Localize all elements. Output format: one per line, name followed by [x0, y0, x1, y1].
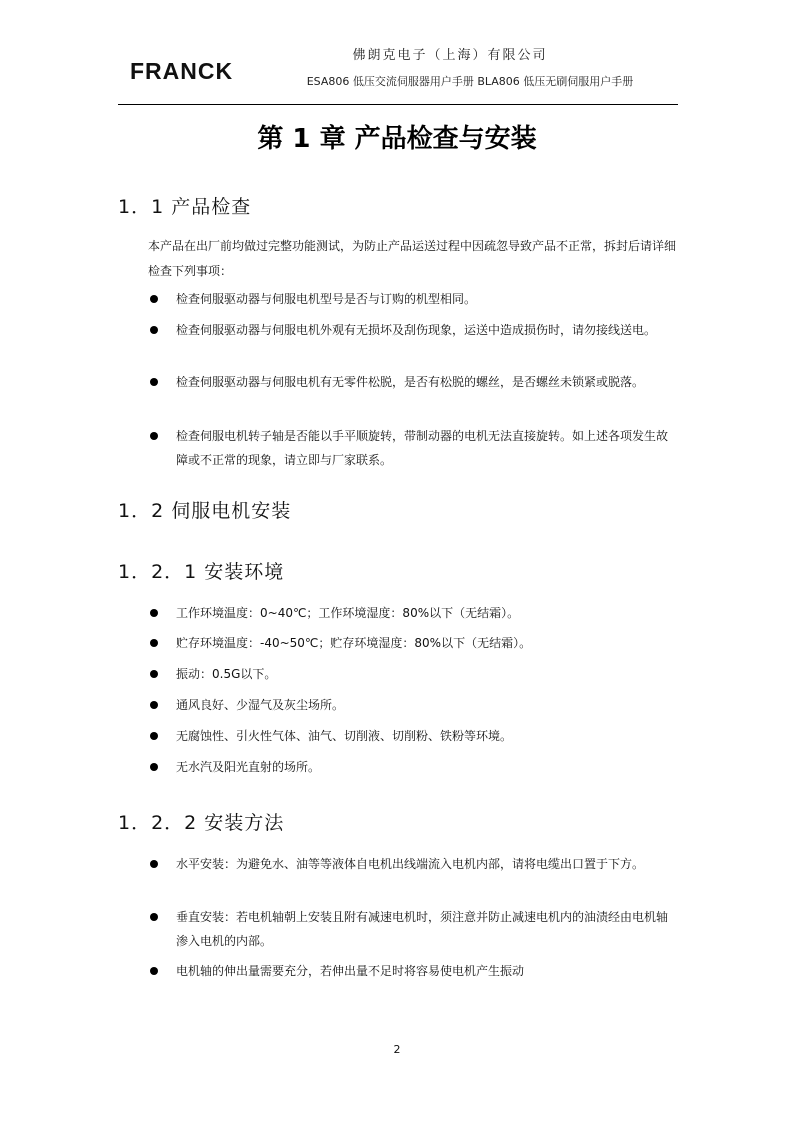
list-item-text: 检查伺服驱动器与伺服电机外观有无损坏及刮伤现象，运送中造成损伤时，请勿接线送电。 — [176, 323, 657, 337]
list-item-text: 无水汽及阳光直射的场所。 — [176, 760, 321, 774]
list-item — [148, 424, 678, 472]
list-item-text: 贮存环境温度：-40~50℃；贮存环境湿度：80%以下（无结霜）。 — [176, 636, 532, 650]
bullet-icon — [150, 763, 158, 771]
list-item — [148, 852, 678, 876]
chapter-title: 第 1 章 产品检查与安装 — [257, 124, 537, 154]
bullet-icon — [150, 860, 158, 868]
list-item-text: 水平安装：为避免水、油等等液体自电机出线端流入电机内部，请将电缆出口置于下方。 — [176, 857, 645, 871]
company-name: 佛朗克电子（上海）有限公司 — [352, 48, 548, 63]
header-divider — [118, 104, 678, 105]
manual-subtitle: ESA806 低压交流伺服器用户手册 BLA806 低压无刷伺服用户手册 — [306, 75, 634, 88]
list-item-text: 通风良好、少湿气及灰尘场所。 — [176, 698, 345, 712]
list-item-text: 检查伺服驱动器与伺服电机有无零件松脱，是否有松脱的螺丝，是否螺丝未锁紧或脱落。 — [176, 375, 645, 389]
list-item-text: 垂直安装：若电机轴朝上安装且附有减速电机时，须注意并防止减速电机内的油渍经由电机轴渗入电机的内部。 — [176, 910, 669, 948]
bullet-icon — [150, 967, 158, 975]
bullet-icon — [150, 701, 158, 709]
list-item — [148, 318, 678, 342]
bullet-icon — [150, 609, 158, 617]
list-item — [148, 631, 678, 655]
list-item-text: 工作环境温度：0~40℃；工作环境湿度：80%以下（无结霜）。 — [176, 606, 520, 620]
section-heading-1-1: 1．1 产品检查 — [118, 196, 252, 218]
bullet-icon — [150, 295, 158, 303]
list-item — [148, 905, 678, 953]
list-item — [148, 693, 678, 717]
list-item-text: 检查伺服驱动器与伺服电机型号是否与订购的机型相同。 — [176, 292, 477, 306]
bullet-icon — [150, 378, 158, 386]
list-item — [148, 755, 678, 779]
list-item — [148, 287, 678, 311]
list-item — [148, 601, 678, 625]
section-heading-1-2-1: 1．2．1 安装环境 — [118, 561, 285, 583]
bullet-icon — [150, 639, 158, 647]
page-number: 2 — [393, 1043, 401, 1056]
bullet-icon — [150, 670, 158, 678]
list-item-text: 检查伺服电机转子轴是否能以手平顺旋转，带制动器的电机无法直接旋转。如上述各项发生故障或不正常的现象，请立即与厂家联系。 — [176, 429, 669, 467]
bullet-icon — [150, 326, 158, 334]
bullet-icon — [150, 432, 158, 440]
list-item-text: 无腐蚀性、引火性气体、油气、切削液、切削粉、铁粉等环境。 — [176, 729, 513, 743]
section-heading-1-2-2: 1．2．2 安装方法 — [118, 812, 285, 834]
section-1-1-intro: 本产品在出厂前均做过完整功能测试，为防止产品运送过程中因疏忽导致产品不正常，拆封后请详细检查下列事项： — [148, 239, 677, 278]
list-item-text: 电机轴的伸出量需要充分，若伸出量不足时将容易使电机产生振动 — [176, 964, 525, 978]
list-item-text: 振动：0.5G以下。 — [176, 667, 277, 681]
bullet-icon — [150, 732, 158, 740]
list-item — [148, 662, 678, 686]
list-item — [148, 959, 678, 983]
list-item — [148, 370, 678, 394]
bullet-icon — [150, 913, 158, 921]
company-logo: FRANCK — [130, 58, 234, 84]
section-heading-1-2: 1．2 伺服电机安装 — [118, 500, 292, 522]
list-item — [148, 724, 678, 748]
